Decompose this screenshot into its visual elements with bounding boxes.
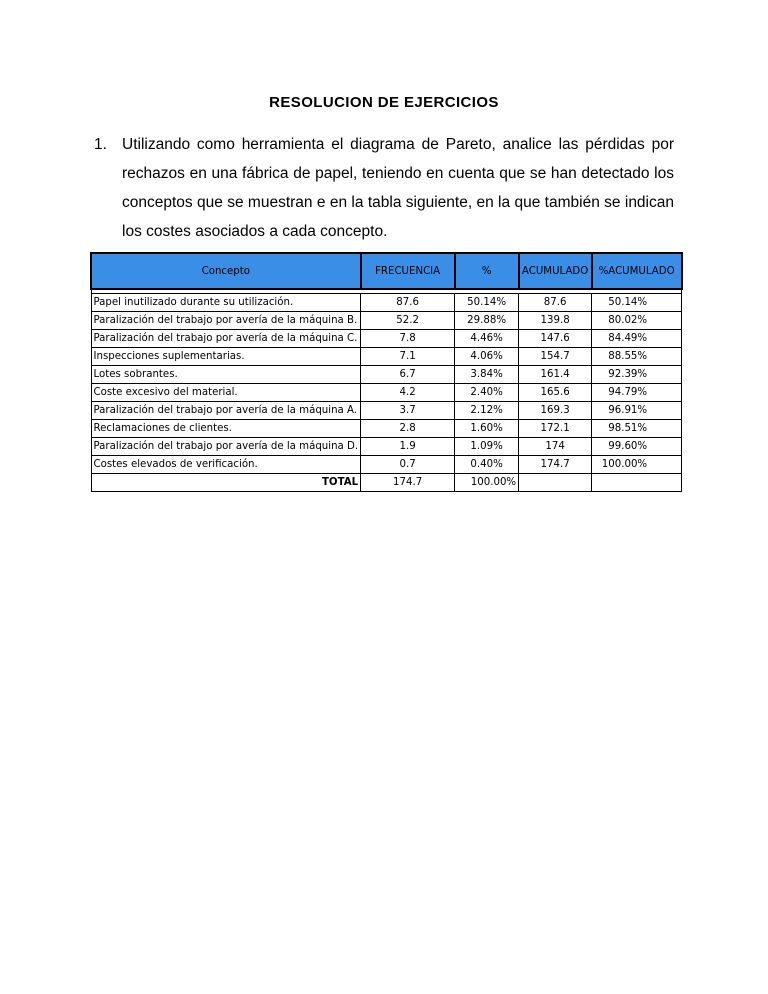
table-row bbox=[91, 456, 682, 474]
cell-frecuencia: 4.2 bbox=[361, 384, 455, 402]
table-row bbox=[91, 366, 682, 384]
cell-pct: 1.60% bbox=[455, 420, 519, 438]
table-row bbox=[91, 402, 682, 420]
cell-pct-acum: 98.51% bbox=[592, 420, 682, 438]
cell-pct-acum: 99.60% bbox=[592, 438, 682, 456]
total-porcentaje-acumulado bbox=[592, 474, 682, 492]
cell-frecuencia: 3.7 bbox=[361, 402, 455, 420]
cell-frecuencia: 87.6 bbox=[361, 294, 455, 312]
cell-acum: 139.8 bbox=[519, 312, 592, 330]
cell-pct-acum: 84.49% bbox=[592, 330, 682, 348]
cell-pct: 3.84% bbox=[455, 366, 519, 384]
cell-pct: 2.12% bbox=[455, 402, 519, 420]
cell-acum: 172.1 bbox=[519, 420, 592, 438]
table-row bbox=[91, 348, 682, 366]
total-row bbox=[91, 474, 682, 492]
total-label: TOTAL bbox=[91, 474, 361, 492]
cell-pct: 29.88% bbox=[455, 312, 519, 330]
cell-pct-acum: 50.14% bbox=[592, 294, 682, 312]
cell-frecuencia: 7.8 bbox=[361, 330, 455, 348]
cell-concepto: Inspecciones suplementarias. bbox=[91, 348, 361, 366]
cell-pct: 2.40% bbox=[455, 384, 519, 402]
cell-acum: 87.6 bbox=[519, 294, 592, 312]
cell-acum: 161.4 bbox=[519, 366, 592, 384]
cell-acum: 165.6 bbox=[519, 384, 592, 402]
cell-pct-acum: 92.39% bbox=[592, 366, 682, 384]
header-frecuencia: FRECUENCIA bbox=[361, 253, 455, 289]
cell-pct: 4.46% bbox=[455, 330, 519, 348]
header-porcentaje-acumulado: %ACUMULADO bbox=[592, 253, 682, 289]
cell-frecuencia: 6.7 bbox=[361, 366, 455, 384]
cell-concepto: Paralización del trabajo por avería de la máquina D. bbox=[91, 438, 361, 456]
cell-pct: 4.06% bbox=[455, 348, 519, 366]
table-row bbox=[91, 384, 682, 402]
table-row bbox=[91, 294, 682, 312]
cell-concepto: Reclamaciones de clientes. bbox=[91, 420, 361, 438]
cell-concepto: Lotes sobrantes. bbox=[91, 366, 361, 384]
table-row bbox=[91, 438, 682, 456]
cell-frecuencia: 0.7 bbox=[361, 456, 455, 474]
cell-frecuencia: 7.1 bbox=[361, 348, 455, 366]
cell-concepto: Paralización del trabajo por avería de la máquina B. bbox=[91, 312, 361, 330]
cell-pct-acum: 96.91% bbox=[592, 402, 682, 420]
table-row bbox=[91, 330, 682, 348]
exercise-paragraph bbox=[94, 130, 674, 246]
cell-acum: 147.6 bbox=[519, 330, 592, 348]
cell-frecuencia: 52.2 bbox=[361, 312, 455, 330]
cell-concepto: Papel inutilizado durante su utilización. bbox=[91, 294, 361, 312]
header-porcentaje: % bbox=[455, 253, 519, 289]
cell-acum: 169.3 bbox=[519, 402, 592, 420]
table-header-row bbox=[91, 253, 682, 289]
header-concepto: Concepto bbox=[91, 253, 361, 289]
cell-concepto: Paralización del trabajo por avería de la máquina A. bbox=[91, 402, 361, 420]
total-frecuencia: 174.7 bbox=[361, 474, 455, 492]
cell-pct-acum: 94.79% bbox=[592, 384, 682, 402]
cell-acum: 154.7 bbox=[519, 348, 592, 366]
cell-pct: 50.14% bbox=[455, 294, 519, 312]
cell-concepto: Coste excesivo del material. bbox=[91, 384, 361, 402]
pareto-table bbox=[90, 252, 683, 492]
table-row bbox=[91, 420, 682, 438]
header-acumulado: ACUMULADO bbox=[519, 253, 592, 289]
cell-pct: 1.09% bbox=[455, 438, 519, 456]
document-title: RESOLUCION DE EJERCICIOS bbox=[269, 94, 499, 111]
cell-pct-acum: 88.55% bbox=[592, 348, 682, 366]
cell-pct-acum: 100.00% bbox=[592, 456, 682, 474]
exercise-text: Utilizando como herramienta el diagrama de Pareto, analice las pérdidas por rechazos en una fábrica de papel, teniendo en cuenta que se han detectado los conceptos que se muestran e en la tabla siguiente, en la que también se indican los costes asociados a cada concepto. bbox=[122, 136, 674, 240]
cell-pct-acum: 80.02% bbox=[592, 312, 682, 330]
exercise-number: 1. bbox=[94, 136, 107, 153]
table-row bbox=[91, 312, 682, 330]
cell-concepto: Costes elevados de verificación. bbox=[91, 456, 361, 474]
total-acumulado bbox=[519, 474, 592, 492]
cell-acum: 174.7 bbox=[519, 456, 592, 474]
cell-pct: 0.40% bbox=[455, 456, 519, 474]
cell-concepto: Paralización del trabajo por avería de la máquina C. bbox=[91, 330, 361, 348]
cell-frecuencia: 2.8 bbox=[361, 420, 455, 438]
total-porcentaje: 100.00% bbox=[455, 474, 519, 492]
cell-frecuencia: 1.9 bbox=[361, 438, 455, 456]
cell-acum: 174 bbox=[519, 438, 592, 456]
